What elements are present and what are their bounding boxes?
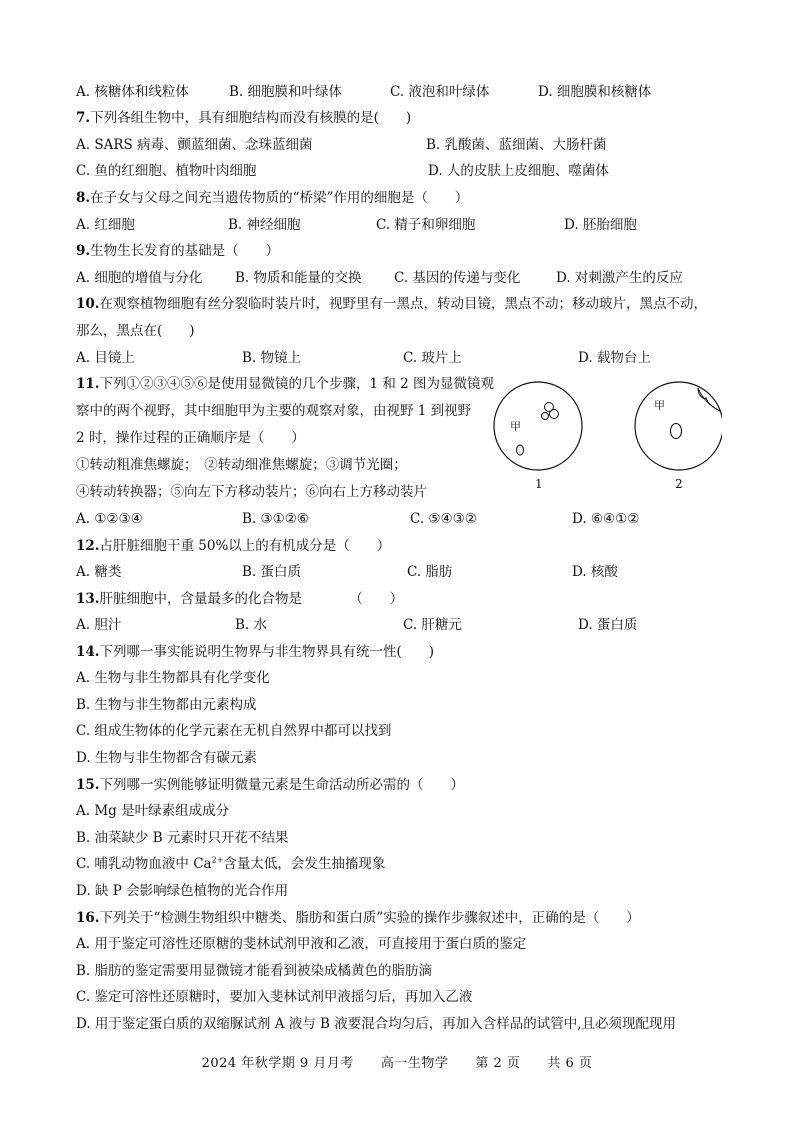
q15-stem (76, 775, 464, 795)
q10-option-a: A. 目镜上 (76, 350, 135, 366)
q9-number: 9. (76, 243, 91, 259)
q11-steps-2: ④转动转换器；⑤向左下方移动装片；⑥向右上方移动装片 (76, 484, 427, 500)
q9-option-b: B. 物质和能量的交换 (235, 270, 362, 286)
q15-number: 15. (76, 777, 100, 793)
q8-option-d: D. 胚胎细胞 (564, 217, 637, 233)
q15-option-c-text: C. 哺乳动物血液中 Ca (76, 856, 212, 872)
q7-options-row1 (76, 135, 716, 155)
q11-number: 11. (76, 376, 100, 392)
page-footer: 2024 年秋学期 9 月月考 高一生物学 第 2 页 共 6 页 (201, 1056, 593, 1071)
q12-option-c: C. 脂肪 (407, 564, 453, 580)
q13-option-d: D. 蛋白质 (578, 617, 638, 633)
q6-option-d: D. 细胞膜和核糖体 (538, 84, 652, 100)
q15-option-d: D. 缺 P 会影响绿色植物的光合作用 (76, 883, 289, 899)
fig1-label: 1 (535, 477, 543, 491)
q8-stem (76, 188, 468, 208)
fig2-cell-label: 甲 (654, 399, 665, 412)
q13-stem (76, 589, 403, 609)
q7-option-a: A. SARS 病毒、颤蓝细菌、念珠蓝细菌 (76, 137, 313, 153)
q10-option-d: D. 载物台上 (578, 350, 651, 366)
q15-option-c (76, 854, 385, 874)
q14-stem (76, 642, 434, 662)
q13-option-b: B. 水 (235, 617, 268, 633)
q10-option-b: B. 物镜上 (242, 350, 302, 366)
q16-option-a: A. 用于鉴定可溶性还原糖的斐林试剂甲液和乙液，可直接用于蛋白质的鉴定 (76, 936, 527, 952)
q8-text: 在子女与父母之间充当遗传物质的“桥梁”作用的细胞是（ ） (90, 190, 469, 206)
q11-option-b: B. ③①②⑥ (242, 511, 309, 527)
q9-option-d: D. 对刺激产生的反应 (556, 270, 683, 286)
q12-options (76, 562, 716, 582)
q16-text: 下列关于“检测生物组织中糖类、脂肪和蛋白质”实验的操作步骤叙述中，正确的是（ ） (99, 910, 640, 926)
q14-option-c: C. 组成生物体的化学元素在无机自然界中都可以找到 (76, 723, 392, 739)
q11-options (76, 509, 716, 529)
q14-option-a: A. 生物与非生物都具有化学变化 (76, 670, 270, 686)
q7-option-d: D. 人的皮肤上皮细胞、噬菌体 (428, 163, 609, 179)
q10-options (76, 348, 716, 368)
q10-option-c: C. 玻片上 (403, 350, 462, 366)
q16-stem (76, 908, 640, 928)
q9-option-c: C. 基因的传递与变化 (394, 270, 521, 286)
q7-option-c: C. 鱼的红细胞、植物叶肉细胞 (76, 163, 257, 179)
q15-option-c-rest: 含量太低，会发生抽搐现象 (223, 856, 386, 872)
fig2-label: 2 (675, 477, 683, 491)
q11-text-1: 下列①②③④⑤⑥是使用显微镜的几个步骤，1 和 2 图为显微镜观 (99, 376, 495, 392)
q13-text: 肝脏细胞中，含量最多的化合物是 （ ） (99, 591, 404, 607)
q15-option-b: B. 油菜缺少 B 元素时只开花不结果 (76, 830, 289, 846)
q11-stem-1 (76, 374, 494, 394)
q13-number: 13. (76, 591, 100, 607)
q8-number: 8. (76, 190, 91, 206)
q6-options (76, 82, 716, 102)
q9-option-a: A. 细胞的增值与分化 (76, 270, 203, 286)
q10-stem (76, 294, 707, 314)
q16-number: 16. (76, 910, 100, 926)
q10-number: 10. (76, 296, 100, 312)
q14-option-d: D. 生物与非生物都含有碳元素 (76, 750, 257, 766)
q11-microscope-figure (492, 380, 722, 500)
q15-option-a: A. Mg 是叶绿素组成成分 (76, 803, 230, 819)
q13-option-c: C. 肝糖元 (403, 617, 462, 633)
q15-option-c-charge: 2+ (211, 855, 224, 865)
q7-stem (76, 108, 411, 128)
q12-stem (76, 536, 390, 556)
field-of-view-1 (494, 382, 582, 470)
q11-option-c: C. ⑤④③② (410, 511, 477, 527)
q6-option-b: B. 细胞膜和叶绿体 (229, 84, 343, 100)
q12-option-d: D. 核酸 (572, 564, 618, 580)
q12-text: 占肝脏细胞干重 50%以上的有机成分是（ ） (99, 538, 391, 554)
q8-option-b: B. 神经细胞 (228, 217, 301, 233)
q6-option-c: C. 液泡和叶绿体 (390, 84, 490, 100)
fig1-cell-label: 甲 (510, 420, 521, 433)
q7-option-b: B. 乳酸菌、蓝细菌、大肠杆菌 (426, 137, 607, 153)
q9-text: 生物生长发育的基础是（ ） (90, 243, 280, 259)
q8-options (76, 215, 716, 235)
field-of-view-2 (635, 382, 722, 470)
q6-option-a: A. 核糖体和线粒体 (76, 84, 189, 100)
q8-option-c: C. 精子和卵细胞 (376, 217, 476, 233)
q11-option-d: D. ⑥④①② (572, 511, 640, 527)
q7-text: 下列各组生物中，具有细胞结构而没有核膜的是( ) (90, 110, 412, 126)
q13-options (76, 615, 716, 635)
q14-text: 下列哪一事实能说明生物界与非生物界具有统一性( ) (99, 644, 435, 660)
q14-option-b: B. 生物与非生物都由元素构成 (76, 697, 257, 713)
q16-option-c: C. 鉴定可溶性还原糖时，要加入斐林试剂甲液摇匀后，再加入乙液 (76, 989, 473, 1005)
q9-options (76, 268, 716, 288)
q15-text: 下列哪一实例能够证明微量元素是生命活动所必需的（ ） (99, 777, 464, 793)
q11-steps-1: ①转动粗准焦螺旋； ②转动细准焦螺旋；③调节光圈； (76, 457, 407, 473)
q14-number: 14. (76, 644, 100, 660)
q12-number: 12. (76, 538, 100, 554)
q16-option-b: B. 脂肪的鉴定需要用显微镜才能看到被染成橘黄色的脂肪滴 (76, 963, 433, 979)
q16-option-d: D. 用于鉴定蛋白质的双缩脲试剂 A 液与 B 液要混合均匀后，再加入含样品的试管中,且必须现配现用 (76, 1016, 677, 1032)
q10-text: 在观察植物细胞有丝分裂临时装片时，视野里有一黑点，转动目镜，黑点不动；移动玻片，黑点不动， (99, 296, 707, 312)
q7-options-row2 (76, 161, 716, 181)
q9-stem (76, 241, 279, 261)
q7-number: 7. (76, 110, 91, 126)
q11-option-a: A. ①②③④ (76, 511, 143, 527)
q12-option-b: B. 蛋白质 (242, 564, 302, 580)
q11-stem-2: 察中的两个视野，其中细胞甲为主要的观察对象，由视野 1 到视野 (76, 403, 472, 419)
q8-option-a: A. 红细胞 (76, 217, 135, 233)
q10-stem-cont: 那么，黑点在( ) (76, 323, 195, 339)
q13-option-a: A. 胆汁 (76, 617, 122, 633)
q11-stem-3: 2 时，操作过程的正确顺序是（ ） (76, 430, 305, 446)
q12-option-a: A. 糖类 (76, 564, 122, 580)
